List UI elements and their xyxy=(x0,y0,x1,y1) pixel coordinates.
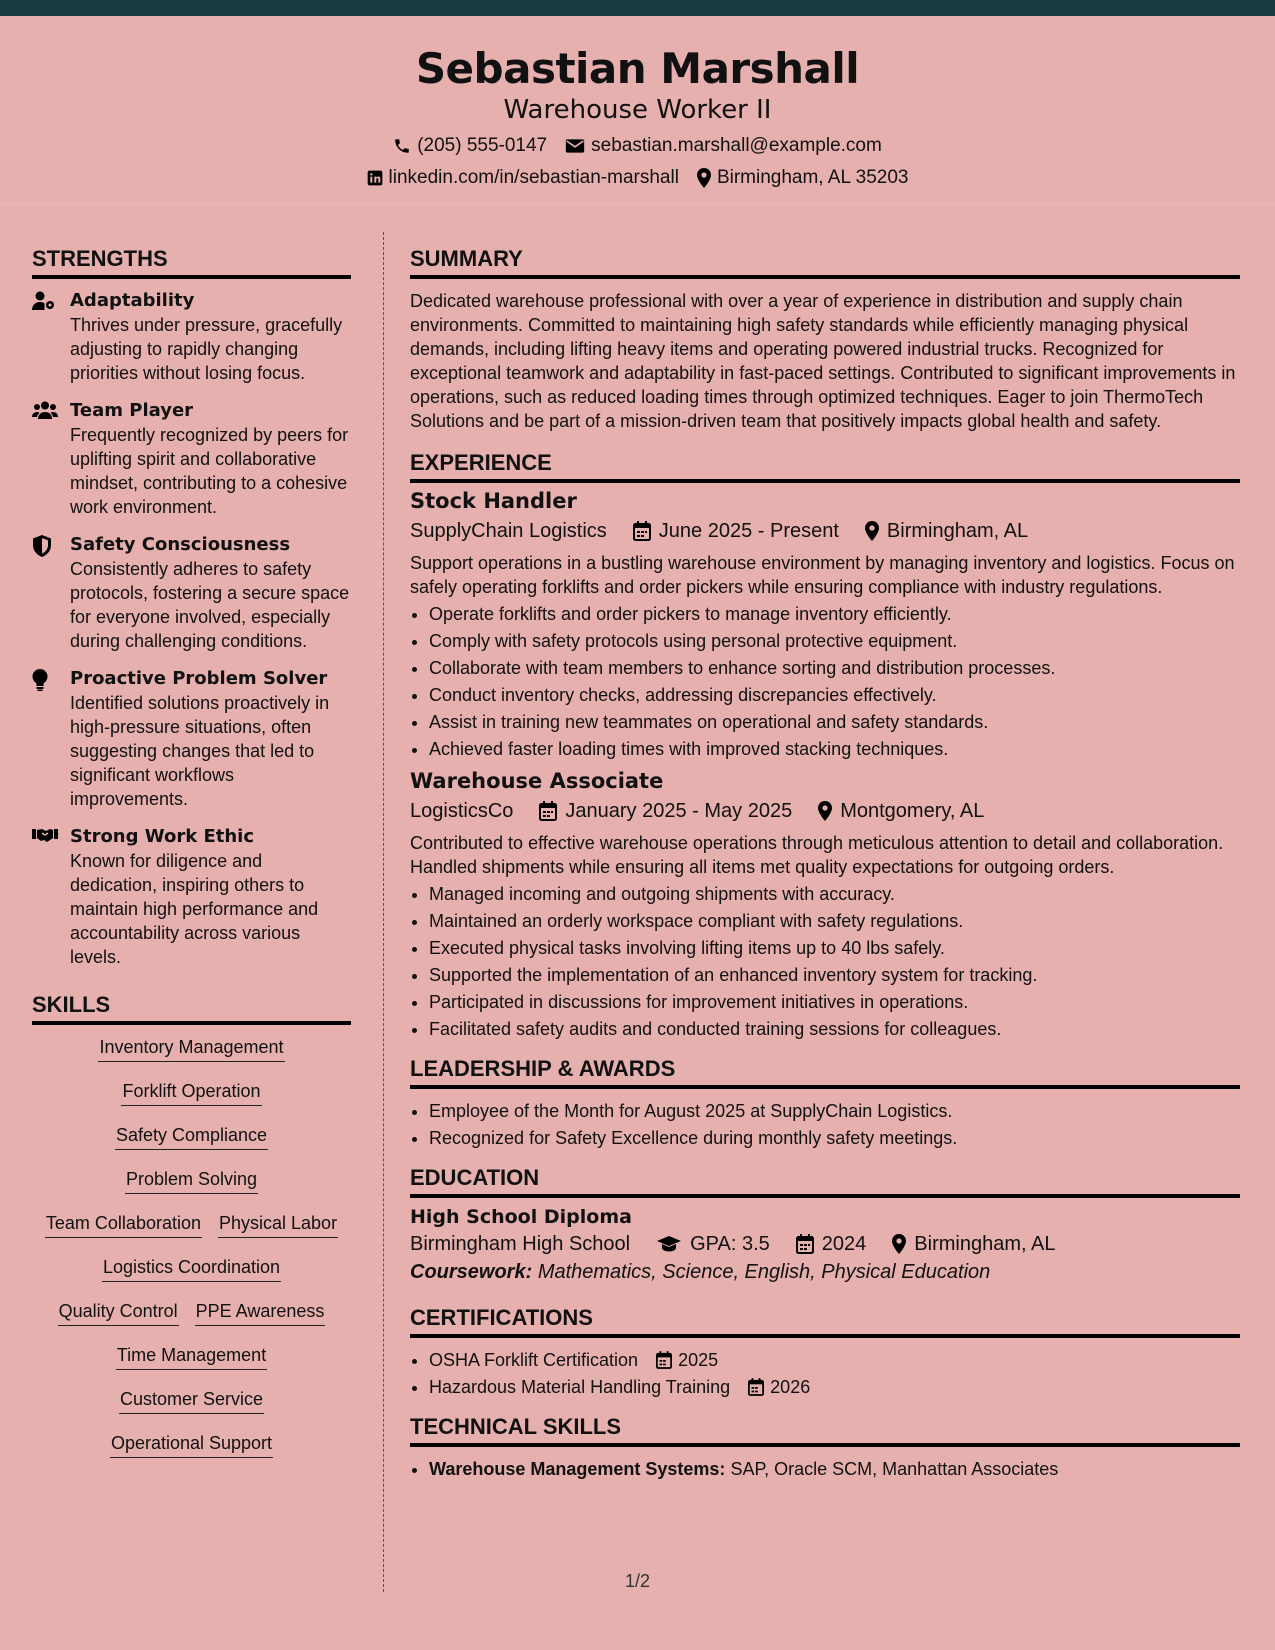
experience-heading: EXPERIENCE xyxy=(410,449,1240,483)
job-location: Birmingham, AL xyxy=(886,520,1029,542)
strength-item xyxy=(32,399,351,519)
strength-description: Consistently adheres to safety protocols, fostering a secure space for everyone involved, especially during challenging conditions. xyxy=(70,559,350,651)
award-item: • Employee of the Month for August 2025 at SupplyChain Logistics. xyxy=(429,1099,1240,1123)
skill-row xyxy=(32,1343,351,1370)
skill-row xyxy=(32,1035,351,1062)
job-bullet: • Maintained an orderly workspace compliant with safety regulations. xyxy=(429,909,1240,933)
job-bullet: • Achieved faster loading times with improved stacking techniques. xyxy=(429,737,1240,761)
shield-icon xyxy=(32,533,70,653)
job-description: Contributed to effective warehouse operations through meticulous attention to detail and collaboration. Handled shipments while ensuring all items met quality expectations for outgoing orders. xyxy=(410,833,1224,877)
job-position: Warehouse Associate xyxy=(410,769,664,793)
education-meta xyxy=(410,1230,1240,1258)
strength-item xyxy=(32,533,351,653)
contact-row-1 xyxy=(0,134,1275,158)
strength-item xyxy=(32,667,351,811)
phone-icon xyxy=(393,137,411,155)
skill-row xyxy=(32,1079,351,1106)
job-bullet: • Assist in training new teammates on operational and safety standards. xyxy=(429,710,1240,734)
calendar-icon xyxy=(656,1351,672,1369)
strength-title: Proactive Problem Solver xyxy=(70,668,328,689)
skill-tag: Forklift Operation xyxy=(121,1079,261,1106)
job-bullet: • Operate forklifts and order pickers to manage inventory efficiently. xyxy=(429,602,1240,626)
linkedin-link[interactable]: linkedin.com/in/sebastian-marshall xyxy=(388,167,679,188)
skill-tag: PPE Awareness xyxy=(195,1299,326,1326)
job-bullet: • Managed incoming and outgoing shipments with accuracy. xyxy=(429,882,1240,906)
school-name: Birmingham High School xyxy=(410,1233,631,1255)
strengths-heading: STRENGTHS xyxy=(32,245,351,279)
job-dates: June 2025 - Present xyxy=(658,520,839,542)
job-bullets xyxy=(410,882,1240,1041)
skill-tag: Customer Service xyxy=(119,1387,264,1414)
job-description: Support operations in a bustling warehouse environment by managing inventory and logistics. Focus on safely operating forklifts and order pickers while ensuring compliance with industry regulations. xyxy=(410,553,1235,597)
skill-tag: Inventory Management xyxy=(98,1035,284,1062)
job-company: LogisticsCo xyxy=(410,800,514,822)
certification-name: • OSHA Forklift Certification xyxy=(429,1350,639,1370)
map-pin-icon xyxy=(818,801,832,821)
user-gear-icon xyxy=(32,289,70,385)
coursework-text: Mathematics, Science, English, Physical Education xyxy=(537,1261,991,1283)
degree-title: High School Diploma xyxy=(410,1206,632,1228)
handshake-icon xyxy=(32,825,70,969)
calendar-icon xyxy=(633,521,651,541)
users-icon xyxy=(32,399,70,519)
skill-tag: Quality Control xyxy=(58,1299,179,1326)
job-meta xyxy=(410,797,1240,825)
graduation-year: 2024 xyxy=(821,1233,867,1255)
skill-tag: Operational Support xyxy=(110,1431,273,1458)
resume-header xyxy=(0,16,1275,205)
leadership-list xyxy=(410,1099,1240,1150)
technical-skill-item xyxy=(429,1457,1240,1481)
column-divider xyxy=(383,232,384,1592)
coursework xyxy=(410,1258,1240,1286)
skill-tag: Safety Compliance xyxy=(115,1123,268,1150)
skill-row xyxy=(32,1299,351,1326)
coursework-label: Coursework: xyxy=(410,1261,533,1283)
envelope-icon xyxy=(565,138,585,154)
school-location: Birmingham, AL xyxy=(914,1233,1056,1255)
certification-item xyxy=(429,1375,1240,1399)
left-column xyxy=(32,245,351,1475)
strength-item xyxy=(32,825,351,969)
certification-year: 2026 xyxy=(770,1377,811,1397)
linkedin-icon xyxy=(367,170,383,186)
location-text: Birmingham, AL 35203 xyxy=(716,167,909,188)
calendar-icon xyxy=(539,801,557,821)
job-entry xyxy=(410,767,1240,1041)
job-company: SupplyChain Logistics xyxy=(410,520,607,542)
lightbulb-icon xyxy=(32,667,70,811)
location-contact xyxy=(697,166,909,190)
strength-title: Team Player xyxy=(70,400,194,421)
summary-heading: SUMMARY xyxy=(410,245,1240,279)
phone-text: (205) 555-0147 xyxy=(417,135,548,156)
contact-row-2 xyxy=(0,166,1275,190)
skill-row xyxy=(32,1211,351,1238)
education-heading: EDUCATION xyxy=(410,1164,1240,1198)
job-bullet: • Collaborate with team members to enhance sorting and distribution processes. xyxy=(429,656,1240,680)
strength-item xyxy=(32,289,351,385)
summary-text: Dedicated warehouse professional with over a year of experience in distribution and supply chain environments. Committed to maintaining high safety standards while efficiently managing physical demands, including lifting heavy items and operating powered industrial trucks. Recognized for exceptional teamwork and adaptability in fast-paced settings. Contributed to significant improvements in operations, such as reduced loading times through optimized techniques. Eager to join ThermoTech Solutions and be part of a mission-driven team that positively impacts global health and safety. xyxy=(410,291,1236,431)
email-link[interactable]: sebastian.marshall@example.com xyxy=(591,135,882,156)
technical-skills-list xyxy=(410,1457,1240,1481)
technical-skills-heading: TECHNICAL SKILLS xyxy=(410,1413,1240,1447)
page-number: 1/2 xyxy=(624,1571,651,1591)
leadership-heading: LEADERSHIP & AWARDS xyxy=(410,1055,1240,1089)
map-pin-icon xyxy=(892,1234,906,1254)
certification-year: 2025 xyxy=(678,1350,719,1370)
calendar-icon xyxy=(796,1234,814,1254)
job-bullet: • Supported the implementation of an enhanced inventory system for tracking. xyxy=(429,963,1240,987)
top-accent-bar xyxy=(0,0,1275,16)
strength-title: Adaptability xyxy=(70,290,195,311)
skills-heading: SKILLS xyxy=(32,991,351,1025)
skill-tag: Logistics Coordination xyxy=(102,1255,281,1282)
job-bullets xyxy=(410,602,1240,761)
skill-tag: Time Management xyxy=(116,1343,267,1370)
skill-row xyxy=(32,1431,351,1458)
technical-skill-label: Warehouse Management Systems: xyxy=(429,1459,726,1479)
skill-tag: Physical Labor xyxy=(218,1211,338,1238)
phone-contact xyxy=(393,134,547,158)
calendar-icon xyxy=(748,1378,764,1396)
skill-row xyxy=(32,1123,351,1150)
map-pin-icon xyxy=(865,521,879,541)
strength-description: Frequently recognized by peers for uplifting spirit and collaborative mindset, contributing to a cohesive work environment. xyxy=(70,425,349,517)
gpa-text: GPA: 3.5 xyxy=(690,1233,770,1255)
skills-list xyxy=(32,1035,351,1458)
graduation-cap-icon xyxy=(656,1235,682,1253)
skill-row xyxy=(32,1255,351,1282)
linkedin-contact[interactable] xyxy=(367,166,679,190)
email-contact[interactable] xyxy=(565,134,882,158)
skill-row xyxy=(32,1167,351,1194)
certification-name: • Hazardous Material Handling Training xyxy=(429,1377,731,1397)
map-pin-icon xyxy=(697,168,711,188)
skill-tag: Team Collaboration xyxy=(45,1211,202,1238)
job-bullet: • Comply with safety protocols using personal protective equipment. xyxy=(429,629,1240,653)
job-bullet: • Conduct inventory checks, addressing discrepancies effectively. xyxy=(429,683,1240,707)
skill-row xyxy=(32,1387,351,1414)
strength-description: Identified solutions proactively in high-pressure situations, often suggesting changes that led to significant workflows improvements. xyxy=(70,693,330,809)
right-column xyxy=(410,245,1240,1484)
job-title: Warehouse Worker II xyxy=(503,95,772,125)
job-location: Montgomery, AL xyxy=(840,800,985,822)
job-meta xyxy=(410,517,1240,545)
strength-title: Strong Work Ethic xyxy=(70,826,255,847)
technical-skill-value: SAP, Oracle SCM, Manhattan Associates xyxy=(730,1459,1059,1479)
job-dates: January 2025 - May 2025 xyxy=(565,800,793,822)
skill-tag: Problem Solving xyxy=(125,1167,258,1194)
certifications-heading: CERTIFICATIONS xyxy=(410,1304,1240,1338)
award-item: • Recognized for Safety Excellence during monthly safety meetings. xyxy=(429,1126,1240,1150)
job-entry xyxy=(410,487,1240,761)
job-bullet: • Facilitated safety audits and conducted training sessions for colleagues. xyxy=(429,1017,1240,1041)
candidate-name: Sebastian Marshall xyxy=(415,44,860,93)
strength-title: Safety Consciousness xyxy=(70,534,291,555)
job-bullet: • Participated in discussions for improvement initiatives in operations. xyxy=(429,990,1240,1014)
strength-description: Known for diligence and dedication, inspiring others to maintain high performance and accountability across various levels. xyxy=(70,851,319,967)
job-bullet: • Executed physical tasks involving lifting items up to 40 lbs safely. xyxy=(429,936,1240,960)
strength-description: Thrives under pressure, gracefully adjusting to rapidly changing priorities without losing focus. xyxy=(70,315,343,383)
job-position: Stock Handler xyxy=(410,489,577,513)
certification-item xyxy=(429,1348,1240,1372)
certifications-list xyxy=(410,1348,1240,1399)
